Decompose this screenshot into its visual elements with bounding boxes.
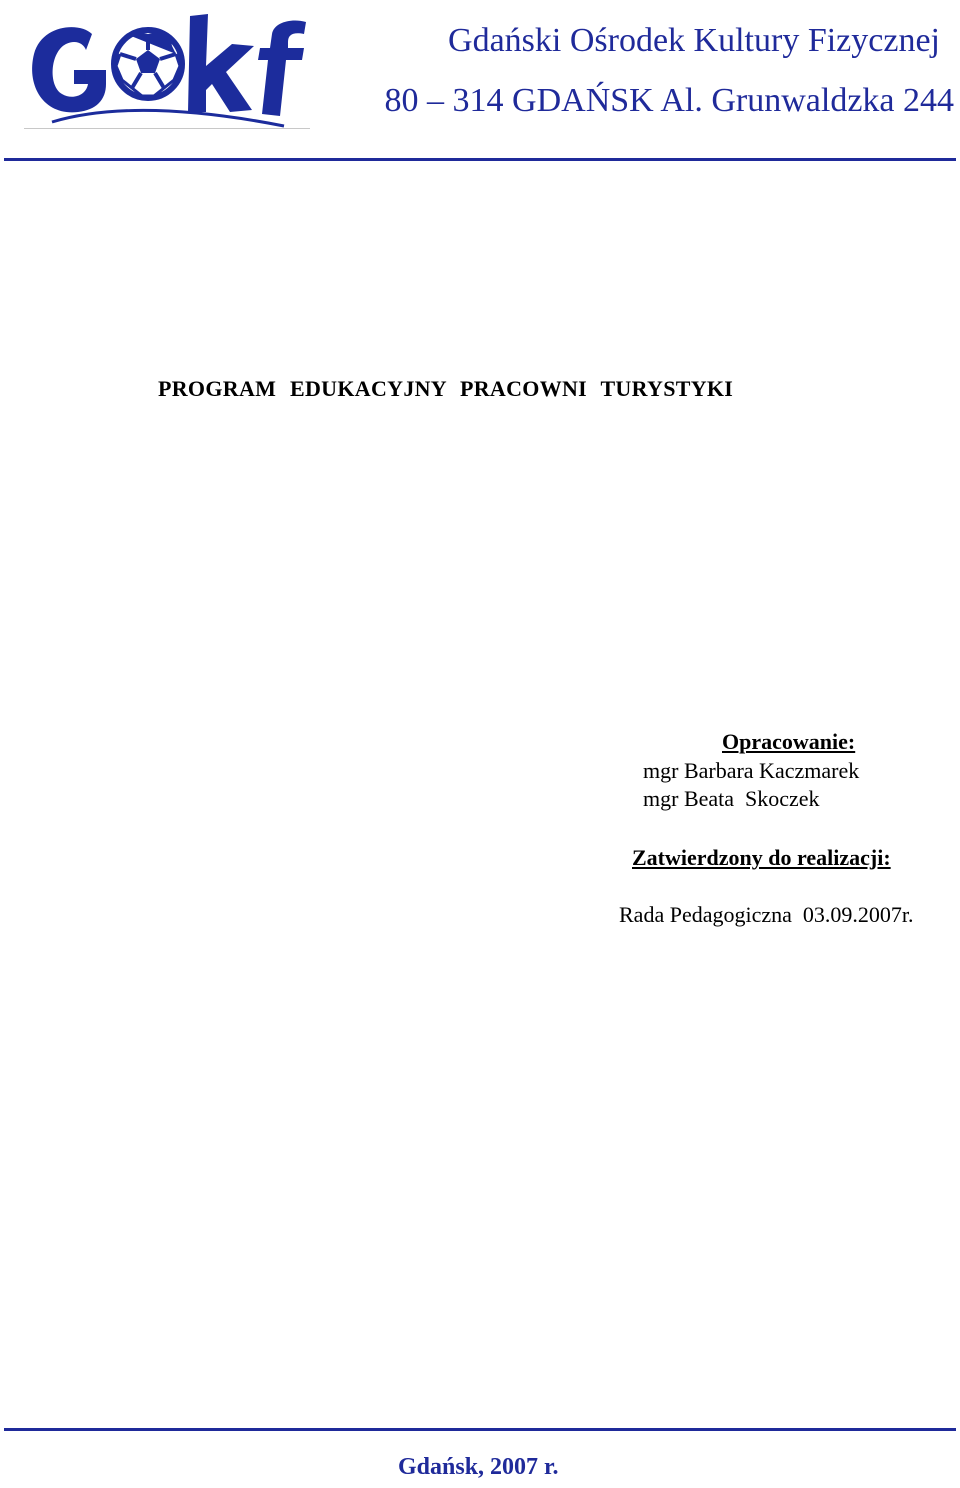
approval-heading: Zatwierdzony do realizacji:: [632, 845, 891, 870]
approval-body: Rada Pedagogiczna 03.09.2007r.: [619, 902, 914, 927]
author-name: mgr Barbara Kaczmarek: [643, 758, 860, 783]
logo-letter-f: [258, 21, 306, 117]
org-address: 80 – 314 GDAŃSK Al. Grunwaldzka 244: [384, 82, 954, 119]
document-title: PROGRAM EDUKACYJNY PRACOWNI TURYSTYKI: [158, 376, 734, 401]
author-name: mgr Beata Skoczek: [643, 786, 820, 811]
logo-underline: [24, 128, 310, 129]
logo-letter-k: [188, 14, 254, 112]
header-divider: [4, 158, 956, 161]
footer-place-date: Gdańsk, 2007 r.: [398, 1454, 559, 1480]
org-name: Gdański Ośrodek Kultury Fizycznej: [448, 22, 940, 59]
logo-letter-g: [32, 27, 106, 112]
prepared-by-heading: Opracowanie:: [722, 729, 856, 754]
gokf-logo: [22, 4, 310, 130]
logo-soccer-ball: [114, 30, 182, 98]
footer-divider: [4, 1428, 956, 1431]
